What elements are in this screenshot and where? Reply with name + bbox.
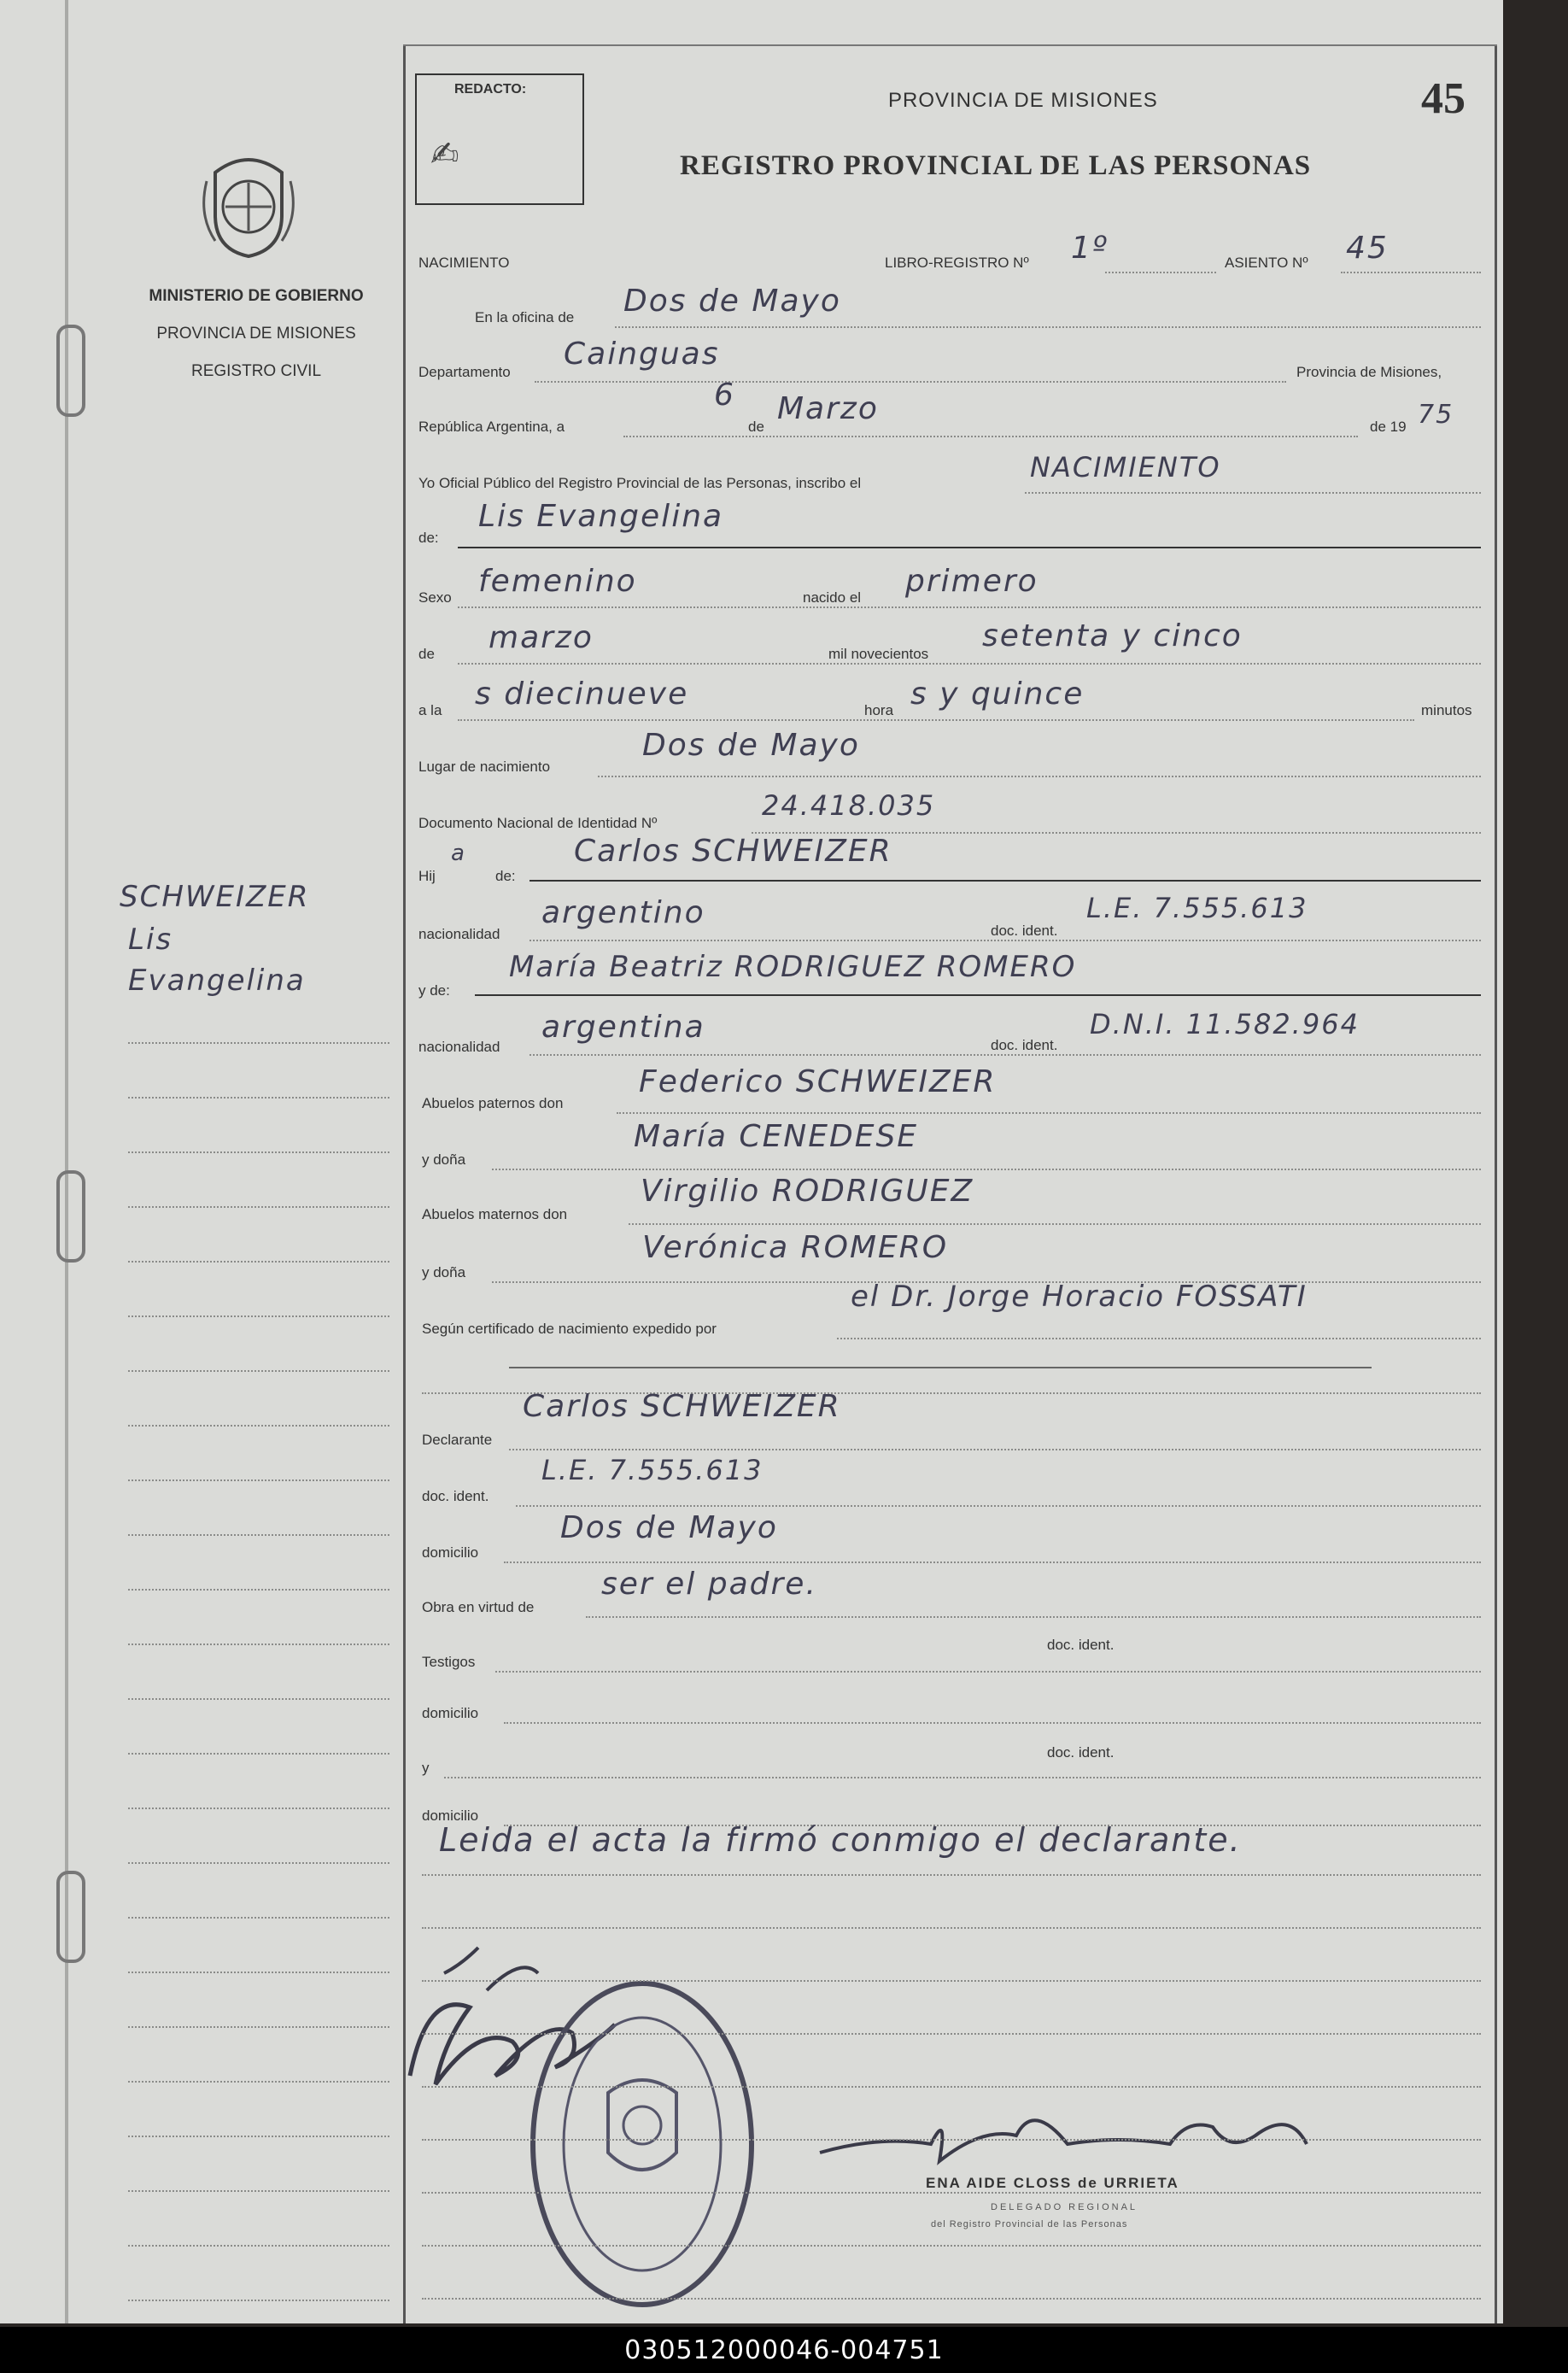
min-value: s y quince: [910, 677, 1085, 712]
margin-dotted-line: [128, 1644, 389, 1645]
solid-line: [458, 547, 1481, 548]
official-signature: [811, 2084, 1324, 2178]
domicilio2-label: domicilio: [422, 1705, 479, 1721]
official-name: ENA AIDE CLOSS de URRIETA: [926, 2175, 1179, 2191]
binding-ring: [56, 1170, 85, 1263]
docid-value: L.E. 7.555.613: [541, 1454, 764, 1486]
dotted-line: [529, 1054, 1481, 1056]
padre-value: Carlos SCHWEIZER: [574, 834, 892, 869]
dotted-line: [1025, 492, 1481, 494]
doc2-label: doc. ident.: [991, 1037, 1058, 1053]
registry-heading: REGISTRO PROVINCIAL DE LAS PERSONAS: [680, 150, 1312, 181]
madre-value: María Beatriz RODRIGUEZ ROMERO: [509, 950, 1077, 984]
margin-dotted-line: [128, 2026, 389, 2028]
hij-label: Hij: [418, 868, 436, 884]
solid-line: [529, 880, 1481, 882]
lugar-label: Lugar de nacimiento: [418, 759, 551, 775]
asiento-value: 45: [1346, 231, 1389, 266]
libro-label: LIBRO-REGISTRO Nº: [885, 255, 1029, 271]
dotted-line: [492, 1169, 1481, 1170]
cert-label: Según certificado de nacimiento expedido por: [422, 1321, 717, 1337]
nac2-label: nacionalidad: [418, 1039, 500, 1055]
dotted-line: [615, 326, 1481, 328]
margin-dotted-line: [128, 2081, 389, 2083]
oficial-label: Yo Oficial Público del Registro Provincial de las Personas, inscribo el: [418, 475, 862, 491]
dotted-line: [598, 776, 1481, 777]
de-label: de: [748, 419, 764, 435]
margin-dotted-line: [128, 1479, 389, 1481]
margin-dotted-line: [128, 1042, 389, 1044]
oficina-label: En la oficina de: [475, 309, 575, 325]
closing-statement: Leida el acta la firmó conmigo el declarante.: [439, 1821, 1242, 1859]
dotted-line: [529, 940, 1481, 941]
dotted-line: [422, 2086, 1481, 2088]
de4-label: de:: [495, 868, 516, 884]
departamento-value: Cainguas: [564, 337, 720, 372]
departamento-label: Departamento: [418, 364, 511, 380]
margin-surname: SCHWEIZER: [120, 880, 310, 914]
obra-label: Obra en virtud de: [422, 1599, 535, 1615]
margin-dotted-line: [128, 2245, 389, 2247]
nac1-value: argentino: [541, 895, 705, 930]
margin-dotted-line: [128, 1972, 389, 1973]
doc1-label: doc. ident.: [991, 923, 1058, 939]
margin-dotted-line: [128, 1917, 389, 1919]
month-value: Marzo: [777, 391, 879, 426]
official-registry: del Registro Provincial de las Personas: [931, 2219, 1128, 2229]
dotted-line: [458, 663, 1481, 665]
form-border-top: [403, 44, 1497, 46]
dotted-line: [629, 1223, 1481, 1225]
dotted-line: [504, 1561, 1481, 1563]
ministry-name: MINISTERIO DE GOBIERNO: [149, 287, 364, 305]
official-title: DELEGADO REGIONAL: [991, 2202, 1138, 2212]
cert-value: el Dr. Jorge Horacio FOSSATI: [851, 1280, 1308, 1314]
sexo-label: Sexo: [418, 589, 452, 606]
dotted-line: [1341, 272, 1481, 273]
asiento-label: ASIENTO Nº: [1225, 255, 1308, 271]
minutos-label: minutos: [1421, 702, 1472, 718]
abm-label: Abuelos maternos don: [422, 1206, 568, 1222]
nac2-value: argentina: [541, 1010, 705, 1045]
nacido-label: nacido el: [803, 589, 862, 606]
ydona1-label: y doña: [422, 1151, 466, 1168]
dotted-line: [422, 1874, 1481, 1876]
dotted-line: [458, 606, 1481, 608]
dotted-line: [422, 2033, 1481, 2035]
margin-dotted-line: [128, 1151, 389, 1153]
margin-dotted-line: [128, 1698, 389, 1700]
dotted-line: [422, 1927, 1481, 1929]
declarante-value: Carlos SCHWEIZER: [523, 1389, 841, 1424]
dotted-line: [1105, 272, 1216, 273]
declarante-label: Declarante: [422, 1432, 493, 1448]
nombre-value: Lis Evangelina: [478, 499, 724, 534]
ministry-province: PROVINCIA DE MISIONES: [156, 325, 356, 343]
form-border-right: [1495, 44, 1497, 2323]
year-label: de 19: [1370, 419, 1407, 435]
redacto-initials-signature: ✍: [430, 135, 459, 174]
doc1-value: L.E. 7.555.613: [1086, 892, 1308, 924]
obra-value: ser el padre.: [601, 1567, 817, 1602]
nac1-label: nacionalidad: [418, 926, 500, 942]
province-heading: PROVINCIA DE MISIONES: [888, 89, 1158, 112]
dni-label: Documento Nacional de Identidad Nº: [418, 815, 658, 831]
margin-dotted-line: [128, 1753, 389, 1755]
margin-dotted-line: [128, 1206, 389, 1208]
margin-name-1: Lis: [128, 923, 173, 957]
margin-dotted-line: [128, 1862, 389, 1864]
dotted-line: [495, 1671, 1481, 1673]
dotted-line: [617, 1112, 1481, 1114]
dni-value: 24.418.035: [762, 789, 936, 822]
abm-value: Virgilio RODRIGUEZ: [641, 1174, 974, 1209]
abp-value: Federico SCHWEIZER: [639, 1064, 997, 1099]
margin-dotted-line: [128, 1808, 389, 1809]
hij-suffix: a: [451, 841, 466, 866]
year-value: 75: [1418, 400, 1454, 430]
doc4-label: doc. ident.: [1047, 1744, 1115, 1761]
dotted-line: [422, 2298, 1481, 2300]
mil-label: mil novecientos: [828, 646, 929, 662]
margin-dotted-line: [128, 1315, 389, 1317]
page-number: 45: [1421, 74, 1466, 123]
dotted-line: [422, 2139, 1481, 2141]
mes-value: marzo: [489, 620, 594, 655]
dotted-line: [422, 2192, 1481, 2194]
doc3-label: doc. ident.: [1047, 1637, 1115, 1653]
hora-label: hora: [864, 702, 894, 718]
margin-dotted-line: [128, 1425, 389, 1427]
coat-of-arms-icon: [198, 147, 299, 260]
ydona2-label: y doña: [422, 1264, 466, 1280]
redacto-box: [415, 73, 584, 205]
dotted-line: [509, 1449, 1481, 1450]
abm2-value: Verónica ROMERO: [642, 1230, 949, 1265]
binding-ring: [56, 325, 85, 417]
official-seal-stamp: [523, 1973, 762, 2315]
dotted-line: [444, 1777, 1481, 1778]
dotted-line: [422, 1980, 1481, 1982]
anio-value: setenta y cinco: [982, 618, 1243, 653]
libro-value: 1º: [1071, 231, 1109, 266]
margin-dotted-line: [128, 1534, 389, 1536]
oficial-value: NACIMIENTO: [1030, 451, 1221, 483]
doc2-value: D.N.I. 11.582.964: [1090, 1008, 1360, 1040]
footer-id-bar: [0, 2327, 1568, 2373]
abp-label: Abuelos paternos don: [422, 1095, 564, 1111]
dotted-line: [504, 1722, 1481, 1724]
margin-name-2: Evangelina: [128, 964, 306, 998]
binding-ring: [56, 1871, 85, 1963]
margin-dotted-line: [128, 2136, 389, 2137]
dotted-line: [458, 719, 1414, 721]
y-label: y: [422, 1760, 430, 1776]
dotted-line: [422, 2245, 1481, 2247]
margin-dotted-line: [128, 1370, 389, 1372]
day-value: 6: [714, 378, 735, 413]
margin-dotted-line: [128, 1097, 389, 1099]
de2-label: de:: [418, 530, 439, 546]
de3-label: de: [418, 646, 435, 662]
yde-label: y de:: [418, 982, 450, 999]
hora-value: s diecinueve: [475, 677, 689, 712]
lugar-value: Dos de Mayo: [642, 728, 860, 763]
nacimiento-label: NACIMIENTO: [418, 255, 510, 271]
solid-line: [475, 994, 1481, 996]
testigos-label: Testigos: [422, 1654, 476, 1670]
provincia-label: Provincia de Misiones,: [1296, 364, 1442, 380]
redacto-label: REDACTO:: [454, 82, 527, 97]
margin-dotted-line: [128, 1261, 389, 1263]
domicilio-label: domicilio: [422, 1544, 479, 1561]
sexo-value: femenino: [478, 564, 637, 599]
document-id: 030512000046-004751: [624, 2335, 944, 2365]
nacido-value: primero: [905, 564, 1039, 599]
abp2-value: María CENEDESE: [634, 1119, 919, 1154]
dotted-line: [837, 1338, 1481, 1339]
dotted-line: [586, 1616, 1481, 1618]
republica-label: República Argentina, a: [418, 419, 565, 435]
dotted-line: [516, 1505, 1481, 1507]
margin-dotted-line: [128, 1589, 389, 1591]
margin-dotted-line: [128, 2190, 389, 2192]
solid-line: [509, 1367, 1372, 1368]
domicilio-value: Dos de Mayo: [560, 1510, 778, 1545]
oficina-value: Dos de Mayo: [623, 284, 841, 319]
ministry-registry: REGISTRO CIVIL: [190, 362, 322, 380]
ala-label: a la: [418, 702, 442, 718]
domicilio3-label: domicilio: [422, 1808, 479, 1824]
dotted-line: [623, 436, 1358, 437]
docid-label: doc. ident.: [422, 1488, 489, 1504]
dotted-line: [535, 381, 1286, 383]
margin-dotted-line: [128, 2300, 389, 2301]
